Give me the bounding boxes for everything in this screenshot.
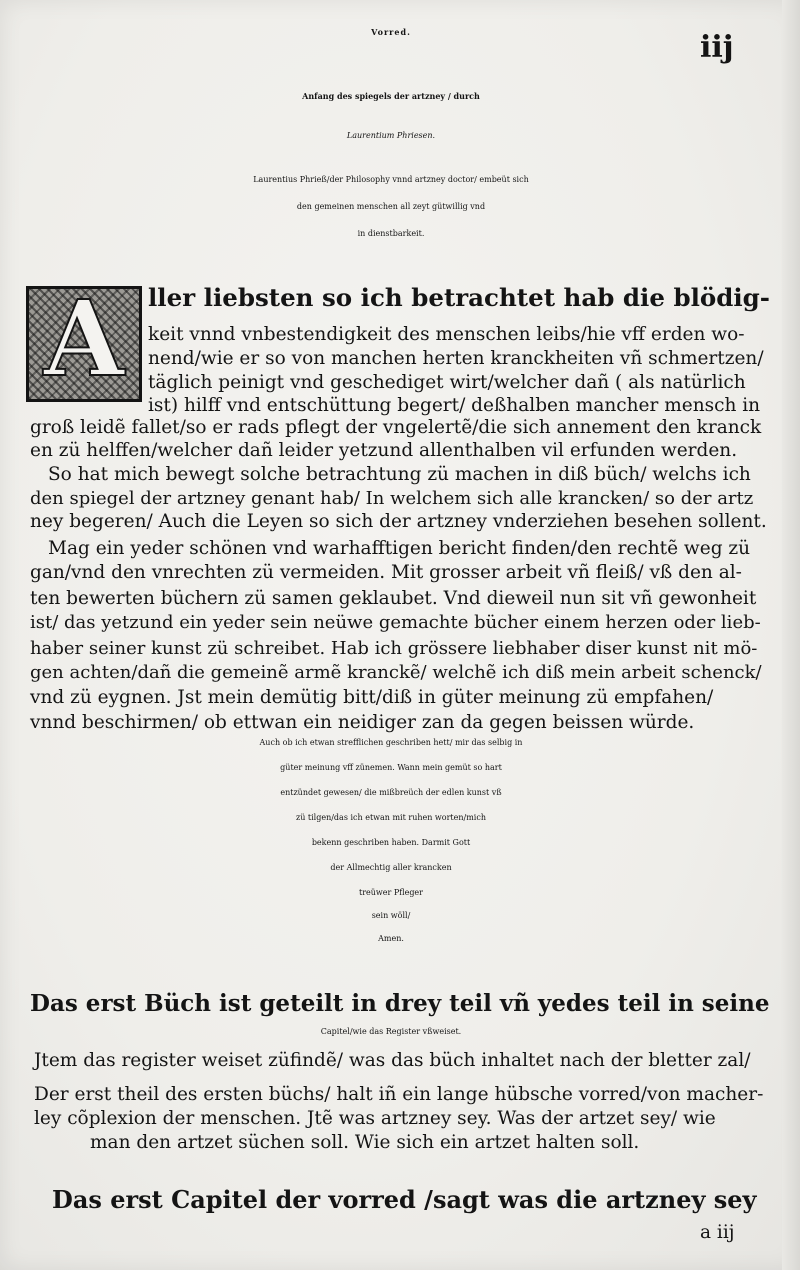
preface-taper-line: entzündet gewesen/ die mißbreüch der edlen kunst vß [280,788,502,797]
book-section-line: ley cõplexion der menschen. Jtẽ was artzney sey. Was der artzet sey/ wie [34,1108,716,1129]
preface-line: gen achten/dañ die gemeinẽ armẽ kranckẽ/ welchẽ ich diß mein arbeit schenck/ [30,662,762,683]
preface-line: ist/ das yetzund ein yeder sein neüwe gemachte bücher einem herzen oder lieb- [30,612,761,633]
preface-taper-line: treüwer Pfleger [358,888,423,897]
preface-taper-line: Auch ob ich etwan strefflichen geschriben hett/ mir das selbig in [259,738,523,747]
preface-line: nend/wie er so von manchen herten kranckheiten vñ schmertzen/ [148,348,764,369]
preface-line: den spiegel der artzney genant hab/ In welchem sich alle krancken/ so der artz [30,488,754,509]
preface-line: täglich peinigt vnd geschediget wirt/welcher dañ ( als natürlich [148,372,746,393]
preface-line: gan/vnd den vnrechten zü vermeiden. Mit grosser arbeit vñ fleiß/ vß den al- [30,562,742,583]
preface-taper-line: der Allmechtig aller krancken [330,863,452,872]
preface-line: haber seiner kunst zü schreibet. Hab ich grössere liebhaber diser kunst nit mö- [30,638,758,659]
intro-line: Laurentius Phrieß/der Philosophy vnnd artzney doctor/ embeüt sich [253,175,529,184]
preface-line: en zü helffen/welcher dañ leider yetzund allenthalben vil erfunden werden. [30,440,738,461]
preface-taper-line: bekenn geschriben haben. Darmit Gott [311,838,471,847]
preface-line: keit vnnd vnbestendigkeit des menschen leibs/hie vff erden wo- [148,324,745,345]
preface-line: groß leidẽ fallet/so er rads pflegt der vngelertẽ/die sich annement den kranck [30,417,762,438]
drop-cap-ornament-icon [26,277,142,402]
folio-number: iij [700,30,734,65]
drop-cap-letter: A [43,277,125,400]
book-section-line: Capitel/wie das Register vßweiset. [320,1027,462,1036]
preface-line: ney begeren/ Auch die Leyen so sich der artzney vnderziehen besehen sollent. [30,511,767,532]
preface-line: Mag ein yeder schönen vnd warhafftigen bericht finden/den rechtẽ weg zü [48,538,751,559]
page-edge [782,0,800,1270]
title-line-2: Laurentium Phriesen. [346,131,436,140]
running-head: Vorred. [371,27,411,37]
intro-line: in dienstbarkeit. [357,229,425,238]
book-section-line: Der erst theil des ersten büchs/ halt iñ ein lange hübsche vorred/von macher- [34,1084,764,1105]
preface-line: vnnd beschirmen/ ob ettwan ein neidiger zan da gegen beissen würde. [30,712,695,733]
preface-taper-line: Amen. [378,934,404,943]
book-section-line: Jtem das register weiset züfindẽ/ was das büch inhaltet nach der bletter zal/ [34,1050,751,1071]
preface-taper-line: güter meinung vff zünemen. Wann mein gemüt so hart [280,763,502,772]
preface-line: ist) hilff vnd entschüttung begert/ deßhalben mancher mensch in [148,395,761,416]
title-line-1: Anfang des spiegels der artzney / durch [302,91,480,101]
preface-line: vnd zü eygnen. Jst mein demütig bitt/diß in güter meinung zü empfahen/ [30,687,714,708]
preface-taper-line: sein wöll/ [371,911,411,920]
preface-first-line: ller liebsten so ich betrachtet hab die blödig- [148,283,770,312]
chapter-heading: Das erst Capitel der vorred /sagt was die artzney sey [52,1185,757,1214]
preface-taper-line: zü tilgen/das ich etwan mit ruhen worten/mich [295,813,486,822]
intro-line: den gemeinen menschen all zeyt gütwillig vnd [296,202,486,211]
book-section-heading: Das erst Büch ist geteilt in drey teil vñ yedes teil in seine [30,990,770,1017]
book-section-line: man den artzet süchen soll. Wie sich ein artzet halten soll. [90,1132,640,1153]
signature-mark: a iij [700,1222,735,1243]
preface-line: ten bewerten büchern zü samen geklaubet. Vnd dieweil nun sit vñ gewonheit [30,588,757,609]
preface-line: So hat mich bewegt solche betrachtung zü machen in diß büch/ welchs ich [48,464,751,485]
